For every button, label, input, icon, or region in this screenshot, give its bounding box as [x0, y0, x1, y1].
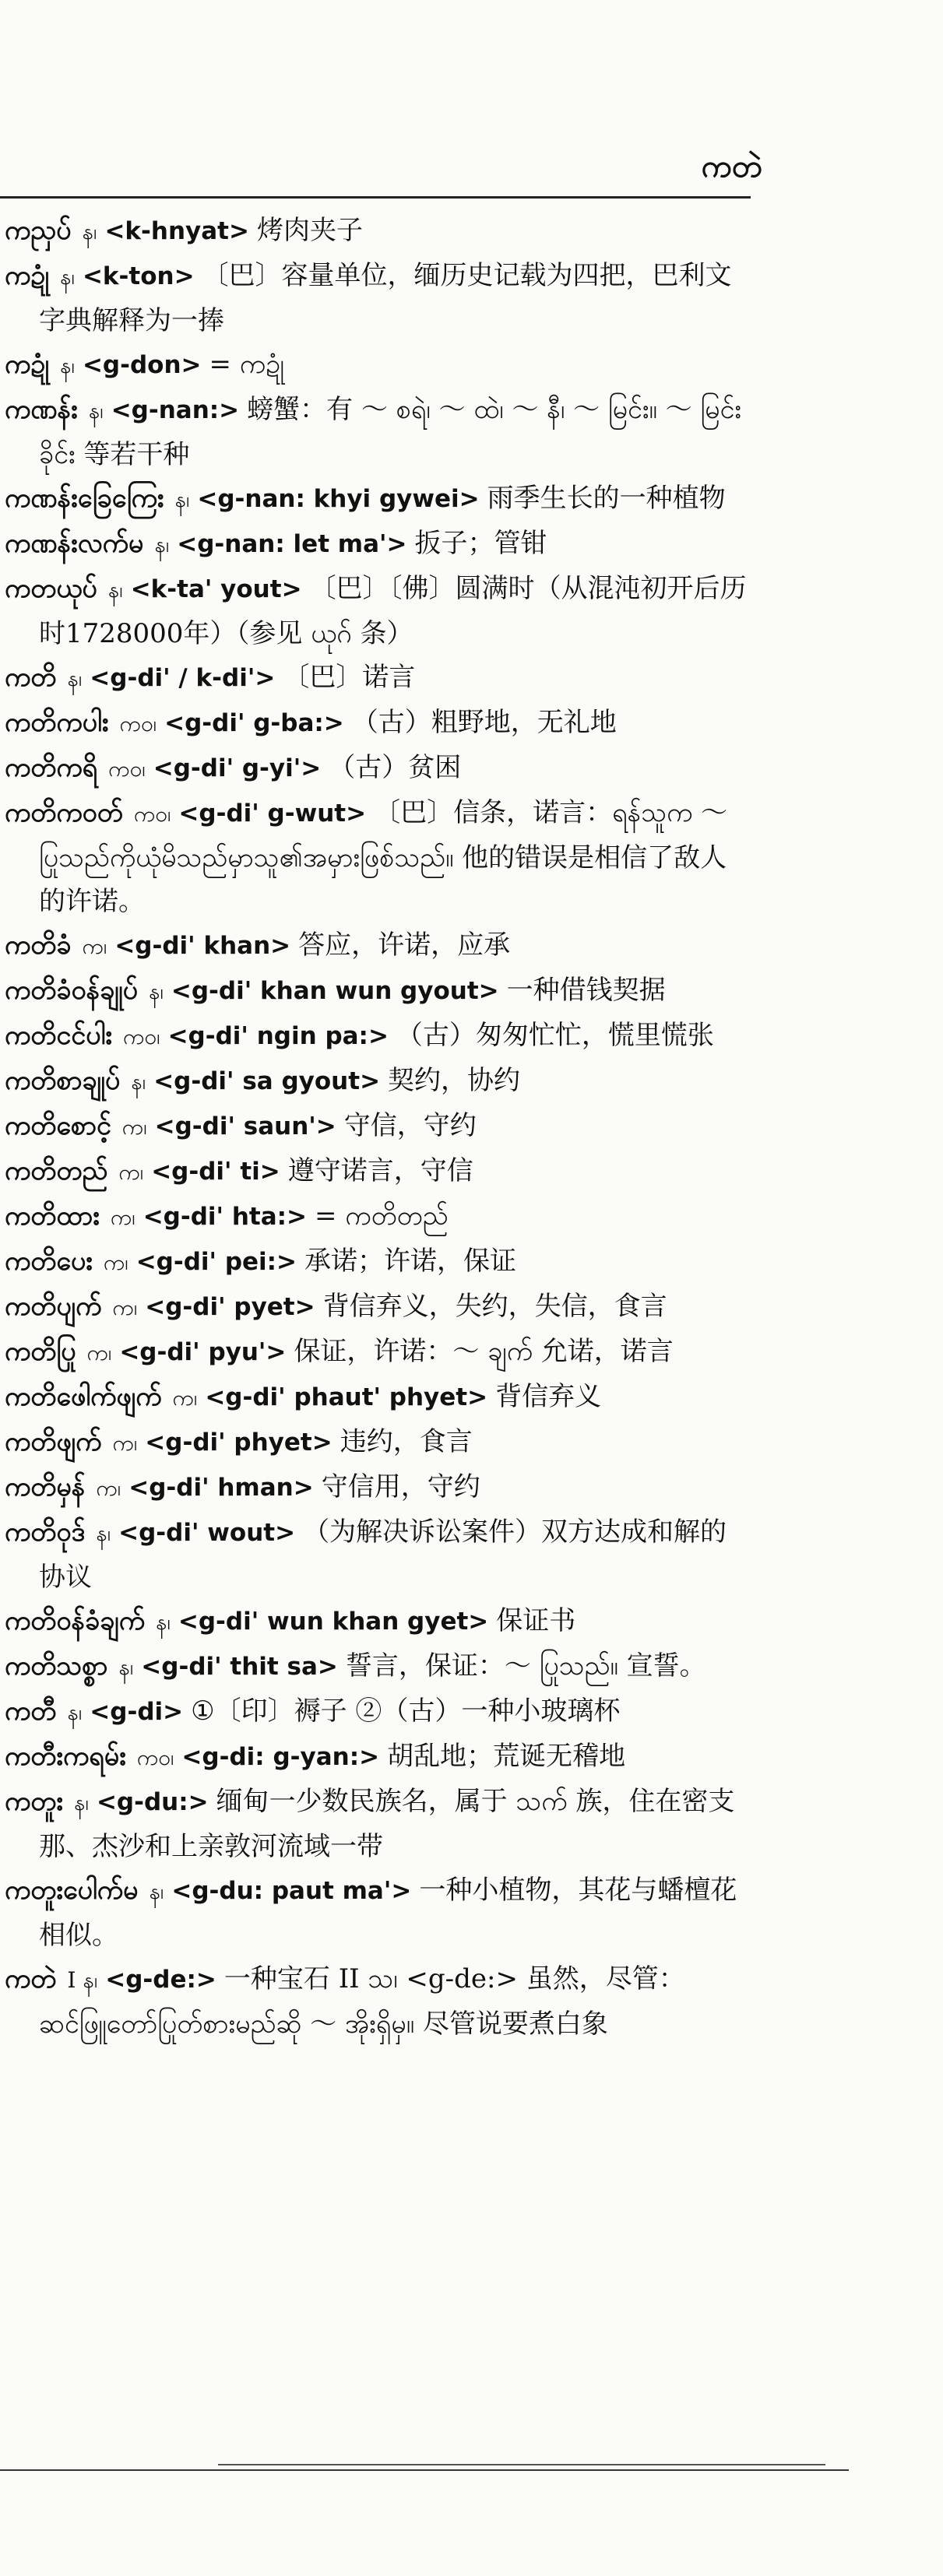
entry-definition: = ကဍုံ	[209, 349, 284, 380]
entry-pronunciation: <g-di' g-yi'>	[153, 754, 322, 782]
entry-definition: 保证，许诺：～ ချက် 允诺，诺言	[294, 1336, 674, 1367]
entry-headword: ကတိခံဝန်ချုပ်	[5, 975, 138, 1006]
entry-pronunciation: <g-di' pei:>	[135, 1248, 297, 1276]
entry-pronunciation: <g-di' g-wut>	[178, 800, 367, 828]
dictionary-entry	[5, 1689, 752, 1734]
page-header-word: ကတဲ	[701, 148, 762, 185]
dictionary-entry	[5, 1780, 752, 1868]
entry-pronunciation: <g-di' ti>	[151, 1158, 280, 1186]
entry-headword: ကတိသစ္စာ	[5, 1650, 108, 1682]
entry-definition: （古）匆匆忙忙，慌里慌张	[396, 1020, 714, 1051]
entry-part-of-speech: က၊	[112, 1430, 138, 1456]
entry-pronunciation: <g-de:>	[105, 1966, 216, 1994]
entry-part-of-speech: န၊	[60, 353, 75, 378]
entry-pronunciation: <g-di' wun khan gyet>	[178, 1608, 489, 1636]
entry-pronunciation: <g-nan: let ma'>	[177, 530, 407, 558]
dictionary-entry	[5, 1194, 752, 1239]
dictionary-entry	[5, 968, 752, 1014]
entry-definition: 守信用，守约	[321, 1471, 480, 1502]
dictionary-entry	[5, 343, 752, 388]
dictionary-entry	[5, 701, 752, 746]
dictionary-entry	[5, 209, 752, 254]
entry-part-of-speech: က၊	[103, 1249, 128, 1275]
entry-headword: ကဏန်း	[5, 394, 78, 425]
entry-part-of-speech: န၊	[155, 1609, 171, 1635]
entry-pronunciation: <g-di' khan>	[114, 932, 291, 960]
dictionary-entry	[5, 476, 752, 522]
dictionary-entry	[5, 1868, 752, 1957]
dictionary-entry	[5, 522, 752, 567]
entry-headword: ကတိပျက်	[5, 1291, 102, 1322]
entry-part-of-speech: န၊	[67, 1699, 83, 1725]
entry-definition: 契约，协约	[388, 1065, 521, 1096]
dictionary-entry	[5, 1059, 752, 1104]
entry-part-of-speech: က၊	[86, 1340, 112, 1365]
entry-part-of-speech: န၊	[148, 979, 164, 1004]
entry-part-of-speech: ကဝ၊	[123, 1024, 160, 1049]
entry-part-of-speech: I န၊	[67, 1967, 98, 1993]
entry-headword: ကဍုံ	[5, 349, 50, 380]
entry-definition: 守信，守约	[343, 1110, 477, 1141]
entry-pronunciation: <g-di' saun'>	[154, 1112, 336, 1140]
entry-part-of-speech: န၊	[174, 487, 190, 512]
dictionary-entry	[5, 1465, 752, 1510]
entry-pronunciation: <g-di: g-yan:>	[181, 1743, 380, 1771]
entry-definition: （古）贫困	[329, 752, 462, 783]
entry-definition: 扳子；管钳	[414, 528, 547, 559]
entry-pronunciation: <g-di' wout>	[118, 1519, 296, 1547]
entry-headword: ကတိစာချုပ်	[5, 1065, 121, 1096]
entry-pronunciation: <g-nan: khyi gywei>	[197, 485, 480, 513]
entry-pronunciation: <g-di>	[90, 1698, 184, 1726]
dictionary-entry	[5, 1375, 752, 1420]
entry-part-of-speech: န၊	[118, 1654, 134, 1680]
entry-definition: 遵守诺言，守信	[287, 1155, 473, 1186]
entry-part-of-speech: က၊	[82, 933, 107, 959]
entry-headword: ကတယုပ်	[5, 573, 97, 604]
dictionary-entry	[5, 1104, 752, 1149]
entry-definition: 〔巴〕容量单位，缅历史记载为四把，巴利文字典解释为一捧	[39, 260, 732, 336]
entry-headword: ကတိခံ	[5, 930, 72, 961]
entry-headword: ကဏန်းလက်မ	[5, 528, 144, 559]
entry-part-of-speech: ကဝ၊	[133, 801, 171, 827]
entry-headword: ကတိပေး	[5, 1246, 93, 1277]
entry-headword: ကတိတည်	[5, 1155, 108, 1186]
entry-pronunciation: <g-di' thit sa>	[141, 1653, 338, 1681]
entry-pronunciation: <g-nan:>	[111, 396, 240, 424]
entry-definition: 〔巴〕诺言	[283, 662, 416, 693]
dictionary-entry	[5, 1510, 752, 1599]
entry-headword: ကတီးကရမ်း	[5, 1741, 126, 1772]
entry-part-of-speech: က၊	[118, 1159, 144, 1185]
entry-headword: ကတိငင်ပါး	[5, 1020, 112, 1051]
dictionary-entry	[5, 746, 752, 791]
dictionary-entry	[5, 1599, 752, 1644]
entry-headword: ကတိပြု	[5, 1336, 76, 1367]
entry-headword: ကတိကရိ	[5, 752, 98, 783]
entry-definition: 违约，食言	[340, 1426, 473, 1457]
entry-pronunciation: <g-di' g-ba:>	[164, 709, 344, 737]
entry-part-of-speech: ကဝ၊	[136, 1745, 174, 1770]
entry-definition: 誓言，保证：～ ပြုသည်။ 宣誓。	[345, 1650, 706, 1682]
dictionary-entry	[5, 923, 752, 968]
entry-part-of-speech: က၊	[112, 1295, 138, 1320]
entry-headword: ကတူး	[5, 1786, 64, 1817]
header-rule	[0, 196, 751, 199]
entry-part-of-speech: ကဝ၊	[119, 711, 157, 736]
entry-part-of-speech: န၊	[131, 1069, 146, 1095]
entry-definition: 〔巴〕信条，诺言：ရန်သူက ～ ပြုသည်ကိုယုံမိသည်မှာသူ၏အမှားဖြစ်သည်။ 他的错误是相信了敌人的许诺。	[39, 797, 728, 917]
entry-headword: ကတိမှန်	[5, 1471, 86, 1502]
dictionary-entry	[5, 1644, 752, 1689]
entry-headword: ကတဲ	[5, 1963, 57, 1994]
entry-headword: ကဏန်းခြေကြေး	[5, 483, 164, 514]
entry-pronunciation: <g-du:>	[96, 1788, 209, 1816]
dictionary-entry	[5, 567, 752, 655]
entry-definition: 〔巴〕〔佛〕圆满时（从混沌初开后历时1728000年）（参见 ယုဂ် 条）	[39, 573, 747, 649]
entry-definition: 烤肉夹子	[256, 215, 363, 246]
entry-pronunciation: <g-di' / k-di'>	[90, 664, 276, 692]
entry-definition: 螃蟹：有 ～ စရဲ၊ ～ ထဲ၊ ～ နီ၊ ～ မြင်း။ ～ မြင်းခိုင်း 等若干种	[39, 394, 742, 470]
entry-headword: ကတိစောင့်	[5, 1110, 111, 1141]
entry-definition: 背信弃义，失约，失信，食言	[322, 1291, 667, 1322]
dictionary-entry	[5, 254, 752, 343]
entry-pronunciation: <k-ton>	[82, 262, 195, 290]
entry-pronunciation: <g-di' pyet>	[145, 1293, 315, 1321]
dictionary-entry	[5, 791, 752, 923]
entry-definition: 背信弃义	[495, 1381, 602, 1412]
entry-part-of-speech: န၊	[107, 577, 123, 603]
entry-headword: ကတိဖေါက်ဖျက်	[5, 1381, 162, 1412]
entry-definition: （古）粗野地，无礼地	[351, 707, 617, 738]
dictionary-entry	[5, 1734, 752, 1780]
entry-headword: ကတိထား	[5, 1200, 100, 1232]
entry-headword: ကတိဝုဒ်	[5, 1516, 86, 1548]
entry-headword: ကတိဖျက်	[5, 1426, 102, 1457]
entry-pronunciation: <g-di' phaut' phyet>	[205, 1383, 488, 1411]
entry-headword: ကတိကဝတ်	[5, 797, 123, 828]
dictionary-entry	[5, 1239, 752, 1284]
dictionary-entry	[5, 1014, 752, 1059]
entry-headword: ကညှပ်	[5, 215, 72, 246]
entry-part-of-speech: ကဝ၊	[108, 756, 146, 782]
entry-part-of-speech: က၊	[110, 1204, 135, 1230]
dictionary-entry	[5, 1149, 752, 1194]
entry-headword: ကတိကပါး	[5, 707, 109, 738]
entry-definition: 缅甸一少数民族名，属于 သက် 族，住在密支那、杰沙和上亲敦河流域一带	[39, 1786, 735, 1862]
entry-pronunciation: <g-di' pyu'>	[119, 1338, 287, 1366]
entry-definition: ①〔印〕褥子 ②（古）一种小玻璃杯	[191, 1696, 621, 1727]
entry-headword: ကတိ	[5, 662, 57, 693]
dictionary-entry	[5, 1420, 752, 1465]
entry-part-of-speech: က၊	[121, 1114, 147, 1140]
footer-rule	[0, 2469, 849, 2471]
dictionary-entry	[5, 1957, 752, 2046]
entry-pronunciation: <g-di' sa gyout>	[153, 1067, 381, 1095]
entry-headword: ကတီ	[5, 1696, 57, 1727]
footer-rule-upper	[218, 2464, 825, 2465]
entry-pronunciation: <g-di' phyet>	[145, 1429, 333, 1457]
entry-definition: 保证书	[496, 1605, 576, 1636]
entry-list	[5, 209, 752, 2046]
entry-headword: ကဍုံ	[5, 260, 50, 291]
dictionary-entry	[5, 1284, 752, 1330]
entry-definition: 答应，许诺，应承	[298, 930, 511, 961]
entry-part-of-speech: က၊	[172, 1385, 198, 1411]
entry-definition: = ကတိတည်	[315, 1200, 449, 1232]
dictionary-entry	[5, 388, 752, 476]
entry-headword: ကတိဝန်ခံချက်	[5, 1605, 145, 1636]
entry-part-of-speech: န၊	[96, 1520, 111, 1546]
entry-pronunciation: <g-don>	[82, 351, 202, 379]
entry-definition: 胡乱地；荒诞无稽地	[387, 1741, 626, 1772]
entry-pronunciation: <g-du: paut ma'>	[171, 1877, 412, 1905]
entry-definition: 一种宝石 II သ၊ <g-de:> 虽然，尽管：ဆင်ဖြူတော်ပြုတ်စားမည်ဆို ～ အိုးရှိမှ။ 尽管说要煮白象	[39, 1963, 685, 2040]
entry-part-of-speech: န၊	[67, 666, 83, 691]
entry-pronunciation: <g-di' hman>	[128, 1474, 314, 1502]
entry-headword: ကတူးပေါက်မ	[5, 1875, 139, 1906]
entry-part-of-speech: န၊	[60, 264, 75, 290]
entry-pronunciation: <g-di' khan wun gyout>	[171, 977, 499, 1005]
entry-definition: 一种小植物，其花与蟠檀花相似。	[39, 1875, 737, 1951]
entry-pronunciation: <g-di' ngin pa:>	[167, 1022, 389, 1050]
entry-part-of-speech: န၊	[74, 1790, 89, 1815]
entry-definition: 承诺；许诺，保证	[304, 1246, 517, 1277]
entry-pronunciation: <k-ta' yout>	[130, 575, 302, 603]
entry-part-of-speech: န၊	[154, 532, 170, 557]
entry-part-of-speech: က၊	[96, 1475, 121, 1501]
entry-pronunciation: <g-di' hta:>	[143, 1203, 307, 1231]
entry-part-of-speech: န၊	[149, 1878, 164, 1904]
entry-part-of-speech: န၊	[82, 219, 97, 244]
entry-part-of-speech: န၊	[88, 398, 104, 423]
entry-definition: 一种借钱契据	[506, 975, 666, 1006]
entry-pronunciation: <k-hnyat>	[104, 217, 249, 245]
dictionary-entry	[5, 655, 752, 701]
entry-definition: 雨季生长的一种植物	[487, 483, 726, 514]
entry-definition: （为解决诉讼案件）双方达成和解的协议	[39, 1516, 727, 1593]
dictionary-entry	[5, 1330, 752, 1375]
